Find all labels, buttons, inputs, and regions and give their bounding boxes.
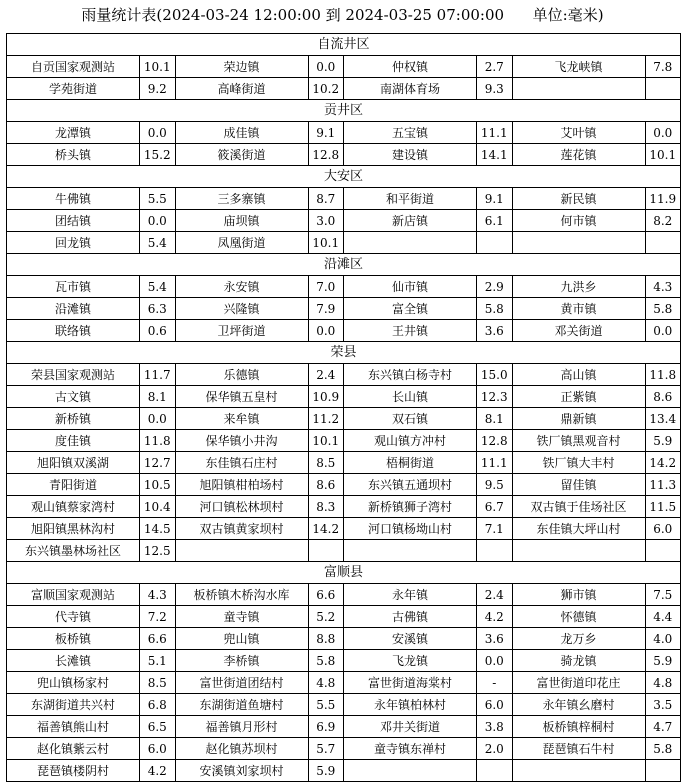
station-row: [7, 452, 681, 474]
station-name-cell: 新桥镇: [7, 408, 140, 430]
rainfall-value-cell: 15.0: [477, 364, 513, 386]
rainfall-value-cell: 7.5: [645, 584, 681, 606]
station-name-cell: 王井镇: [344, 320, 477, 342]
station-name-cell: 琵琶镇石牛村: [512, 738, 645, 760]
rainfall-value-cell: 5.8: [645, 738, 681, 760]
station-name-cell: 福善镇月形村: [175, 716, 308, 738]
station-name-cell: 东湖街道鱼塘村: [175, 694, 308, 716]
station-row: [7, 408, 681, 430]
rainfall-value-cell: 2.4: [477, 584, 513, 606]
station-name-cell: 高峰街道: [175, 78, 308, 100]
station-name-cell: 富顺国家观测站: [7, 584, 140, 606]
rainfall-value-cell: 4.3: [140, 584, 176, 606]
rainfall-value-cell: 6.7: [477, 496, 513, 518]
rainfall-value-cell: 5.9: [308, 760, 344, 782]
rainfall-value-cell: 5.4: [140, 276, 176, 298]
station-name-cell: 旭阳镇双溪湖: [7, 452, 140, 474]
station-row: [7, 188, 681, 210]
station-name-cell: 建设镇: [344, 144, 477, 166]
station-name-cell: 团结镇: [7, 210, 140, 232]
rainfall-value-cell: 8.3: [308, 496, 344, 518]
station-row: [7, 78, 681, 100]
rainfall-value-cell: 7.9: [308, 298, 344, 320]
rainfall-value-cell: 5.2: [308, 606, 344, 628]
station-name-cell: 童寺镇东禅村: [344, 738, 477, 760]
station-name-cell: 联络镇: [7, 320, 140, 342]
rainfall-table: [6, 33, 681, 782]
rainfall-value-cell: 8.1: [140, 386, 176, 408]
section-header-row: [7, 100, 681, 122]
section-header-row: [7, 166, 681, 188]
station-name-cell: 永年镇: [344, 584, 477, 606]
rainfall-value-cell: 0.0: [645, 122, 681, 144]
station-row: [7, 518, 681, 540]
station-name-cell: 五宝镇: [344, 122, 477, 144]
station-name-cell: 怀德镇: [512, 606, 645, 628]
rainfall-value-cell: 7.0: [308, 276, 344, 298]
rainfall-value-cell: 12.8: [477, 430, 513, 452]
rainfall-value-cell: 6.1: [477, 210, 513, 232]
station-name-cell: 自贡国家观测站: [7, 56, 140, 78]
station-name-cell: 赵化镇紫云村: [7, 738, 140, 760]
rainfall-value-cell: 6.0: [645, 518, 681, 540]
station-row: [7, 650, 681, 672]
rainfall-value-cell: [645, 78, 681, 100]
rainfall-value-cell: 12.3: [477, 386, 513, 408]
station-name-cell: 双石镇: [344, 408, 477, 430]
rainfall-value-cell: 11.9: [645, 188, 681, 210]
rainfall-value-cell: 11.2: [308, 408, 344, 430]
station-name-cell: 兴隆镇: [175, 298, 308, 320]
station-row: [7, 298, 681, 320]
station-name-cell: 南湖体育场: [344, 78, 477, 100]
rainfall-value-cell: 5.5: [308, 694, 344, 716]
station-name-cell: 筱溪街道: [175, 144, 308, 166]
station-row: [7, 144, 681, 166]
rainfall-value-cell: 4.4: [645, 606, 681, 628]
station-name-cell: 铁厂镇黑观音村: [512, 430, 645, 452]
rainfall-value-cell: 11.8: [140, 430, 176, 452]
station-name-cell: 富全镇: [344, 298, 477, 320]
rainfall-value-cell: 14.2: [645, 452, 681, 474]
station-row: [7, 694, 681, 716]
rainfall-value-cell: 3.6: [477, 320, 513, 342]
station-name-cell: 邓关街道: [512, 320, 645, 342]
station-name-cell: 永年镇柏林村: [344, 694, 477, 716]
rainfall-value-cell: 8.5: [308, 452, 344, 474]
rainfall-value-cell: 3.5: [645, 694, 681, 716]
station-name-cell: 度佳镇: [7, 430, 140, 452]
station-row: [7, 320, 681, 342]
rainfall-value-cell: 3.6: [477, 628, 513, 650]
station-name-cell: 桥头镇: [7, 144, 140, 166]
section-header-row: [7, 562, 681, 584]
station-name-cell: 旭阳镇黑林沟村: [7, 518, 140, 540]
station-row: [7, 474, 681, 496]
station-row: [7, 540, 681, 562]
rainfall-value-cell: 9.2: [140, 78, 176, 100]
station-name-cell: 庙坝镇: [175, 210, 308, 232]
rainfall-value-cell: 14.5: [140, 518, 176, 540]
station-name-cell: 莲花镇: [512, 144, 645, 166]
rainfall-value-cell: 11.8: [645, 364, 681, 386]
station-row: [7, 430, 681, 452]
rainfall-value-cell: 0.0: [477, 650, 513, 672]
rainfall-value-cell: [645, 540, 681, 562]
rainfall-value-cell: 10.1: [308, 232, 344, 254]
station-name-cell: 仙市镇: [344, 276, 477, 298]
rainfall-value-cell: 0.0: [308, 56, 344, 78]
rainfall-value-cell: 0.0: [140, 408, 176, 430]
rainfall-value-cell: 6.8: [140, 694, 176, 716]
station-name-cell: [512, 78, 645, 100]
station-name-cell: [512, 760, 645, 782]
station-name-cell: 观山镇蔡家湾村: [7, 496, 140, 518]
rainfall-value-cell: 8.2: [645, 210, 681, 232]
station-name-cell: 古佛镇: [344, 606, 477, 628]
station-name-cell: 骑龙镇: [512, 650, 645, 672]
rainfall-value-cell: 6.0: [477, 694, 513, 716]
rainfall-value-cell: 11.5: [645, 496, 681, 518]
station-row: [7, 122, 681, 144]
rainfall-value-cell: 8.8: [308, 628, 344, 650]
rainfall-value-cell: 10.4: [140, 496, 176, 518]
station-row: [7, 386, 681, 408]
station-row: [7, 628, 681, 650]
station-name-cell: 留佳镇: [512, 474, 645, 496]
station-name-cell: 新民镇: [512, 188, 645, 210]
station-name-cell: 回龙镇: [7, 232, 140, 254]
station-name-cell: 鼎新镇: [512, 408, 645, 430]
station-name-cell: 成佳镇: [175, 122, 308, 144]
station-name-cell: 牛佛镇: [7, 188, 140, 210]
rainfall-value-cell: 5.9: [645, 430, 681, 452]
station-row: [7, 672, 681, 694]
rainfall-value-cell: 5.9: [645, 650, 681, 672]
rainfall-value-cell: 4.0: [645, 628, 681, 650]
rainfall-value-cell: 6.3: [140, 298, 176, 320]
station-name-cell: 保华镇小井沟: [175, 430, 308, 452]
section-name: 大安区: [7, 166, 681, 188]
station-name-cell: 龙万乡: [512, 628, 645, 650]
station-name-cell: 狮市镇: [512, 584, 645, 606]
section-name: 贡井区: [7, 100, 681, 122]
rainfall-value-cell: 11.1: [477, 452, 513, 474]
rainfall-value-cell: 12.5: [140, 540, 176, 562]
station-name-cell: 凤凰街道: [175, 232, 308, 254]
station-row: [7, 496, 681, 518]
station-name-cell: [344, 760, 477, 782]
rainfall-value-cell: 7.8: [645, 56, 681, 78]
rainfall-value-cell: 11.3: [645, 474, 681, 496]
rainfall-value-cell: 11.7: [140, 364, 176, 386]
rainfall-value-cell: 6.0: [140, 738, 176, 760]
section-name: 自流井区: [7, 34, 681, 56]
station-name-cell: 河口镇杨坳山村: [344, 518, 477, 540]
station-name-cell: 代寺镇: [7, 606, 140, 628]
station-name-cell: 仲权镇: [344, 56, 477, 78]
station-name-cell: 福善镇熊山村: [7, 716, 140, 738]
rainfall-value-cell: 9.1: [477, 188, 513, 210]
station-name-cell: 东兴镇五通坝村: [344, 474, 477, 496]
rainfall-value-cell: 2.4: [308, 364, 344, 386]
rainfall-value-cell: 4.7: [645, 716, 681, 738]
station-row: [7, 364, 681, 386]
station-name-cell: 双古镇黄家坝村: [175, 518, 308, 540]
station-name-cell: 赵化镇苏坝村: [175, 738, 308, 760]
station-name-cell: 九洪乡: [512, 276, 645, 298]
station-name-cell: 何市镇: [512, 210, 645, 232]
station-name-cell: 三多寨镇: [175, 188, 308, 210]
station-name-cell: 瓦市镇: [7, 276, 140, 298]
station-name-cell: 长山镇: [344, 386, 477, 408]
station-name-cell: 东佳镇大坪山村: [512, 518, 645, 540]
rainfall-value-cell: 8.7: [308, 188, 344, 210]
rainfall-value-cell: 8.6: [308, 474, 344, 496]
station-row: [7, 584, 681, 606]
station-name-cell: 旭阳镇柑柏场村: [175, 474, 308, 496]
rainfall-value-cell: 7.1: [477, 518, 513, 540]
rainfall-value-cell: [308, 540, 344, 562]
section-name: 沿滩区: [7, 254, 681, 276]
section-name: 富顺县: [7, 562, 681, 584]
rainfall-value-cell: 0.0: [140, 210, 176, 232]
rainfall-value-cell: 6.6: [308, 584, 344, 606]
station-name-cell: 板桥镇梓桐村: [512, 716, 645, 738]
station-row: [7, 210, 681, 232]
rainfall-value-cell: 2.0: [477, 738, 513, 760]
rainfall-value-cell: 5.7: [308, 738, 344, 760]
station-name-cell: 童寺镇: [175, 606, 308, 628]
rainfall-value-cell: 15.2: [140, 144, 176, 166]
rainfall-value-cell: 0.0: [140, 122, 176, 144]
station-name-cell: 高山镇: [512, 364, 645, 386]
station-name-cell: 和平街道: [344, 188, 477, 210]
page-title: 雨量统计表(2024-03-24 12:00:00 到 2024-03-25 07:00:00 单位:毫米): [81, 6, 604, 24]
rainfall-value-cell: 10.1: [645, 144, 681, 166]
rainfall-value-cell: 9.1: [308, 122, 344, 144]
rainfall-value-cell: 4.8: [645, 672, 681, 694]
rainfall-value-cell: 0.0: [645, 320, 681, 342]
rainfall-value-cell: 10.2: [308, 78, 344, 100]
rainfall-value-cell: 5.8: [477, 298, 513, 320]
station-row: [7, 738, 681, 760]
station-name-cell: 安溪镇: [344, 628, 477, 650]
station-name-cell: 黄市镇: [512, 298, 645, 320]
rainfall-value-cell: 9.3: [477, 78, 513, 100]
rainfall-value-cell: -: [477, 672, 513, 694]
station-name-cell: 富世街道印花庄: [512, 672, 645, 694]
station-name-cell: 铁厂镇大丰村: [512, 452, 645, 474]
rainfall-value-cell: 6.9: [308, 716, 344, 738]
rainfall-value-cell: 4.2: [140, 760, 176, 782]
station-name-cell: 梧桐街道: [344, 452, 477, 474]
rainfall-value-cell: 0.6: [140, 320, 176, 342]
station-name-cell: 东兴镇白杨寺村: [344, 364, 477, 386]
station-name-cell: 古文镇: [7, 386, 140, 408]
station-row: [7, 716, 681, 738]
station-name-cell: 龙潭镇: [7, 122, 140, 144]
rainfall-value-cell: 14.2: [308, 518, 344, 540]
rainfall-value-cell: 4.8: [308, 672, 344, 694]
station-name-cell: 安溪镇刘家坝村: [175, 760, 308, 782]
station-name-cell: 飞龙峡镇: [512, 56, 645, 78]
rainfall-value-cell: 10.1: [140, 56, 176, 78]
station-name-cell: 飞龙镇: [344, 650, 477, 672]
section-header-row: [7, 34, 681, 56]
station-name-cell: [175, 540, 308, 562]
station-name-cell: 富世街道团结村: [175, 672, 308, 694]
station-name-cell: 荣边镇: [175, 56, 308, 78]
station-name-cell: [344, 540, 477, 562]
rainfall-value-cell: 10.5: [140, 474, 176, 496]
rainfall-value-cell: 12.8: [308, 144, 344, 166]
rainfall-value-cell: 10.1: [308, 430, 344, 452]
station-name-cell: 新桥镇狮子湾村: [344, 496, 477, 518]
station-name-cell: 卫坪街道: [175, 320, 308, 342]
station-name-cell: [512, 540, 645, 562]
rainfall-value-cell: [477, 232, 513, 254]
station-name-cell: 荣县国家观测站: [7, 364, 140, 386]
station-name-cell: 来牟镇: [175, 408, 308, 430]
section-header-row: [7, 254, 681, 276]
rainfall-value-cell: 8.5: [140, 672, 176, 694]
station-name-cell: 艾叶镇: [512, 122, 645, 144]
station-name-cell: 琵琶镇楼阴村: [7, 760, 140, 782]
rainfall-value-cell: 5.5: [140, 188, 176, 210]
station-name-cell: 保华镇五皇村: [175, 386, 308, 408]
station-name-cell: 富世街道海棠村: [344, 672, 477, 694]
station-row: [7, 606, 681, 628]
station-name-cell: 东兴镇墨林场社区: [7, 540, 140, 562]
rainfall-value-cell: 11.1: [477, 122, 513, 144]
station-name-cell: [344, 232, 477, 254]
station-name-cell: 永年镇幺磨村: [512, 694, 645, 716]
station-name-cell: 板桥镇: [7, 628, 140, 650]
station-name-cell: 李桥镇: [175, 650, 308, 672]
rainfall-value-cell: 14.1: [477, 144, 513, 166]
rainfall-value-cell: [477, 760, 513, 782]
rainfall-value-cell: 3.8: [477, 716, 513, 738]
station-row: [7, 232, 681, 254]
rainfall-value-cell: 13.4: [645, 408, 681, 430]
section-header-row: [7, 342, 681, 364]
station-name-cell: 观山镇方冲村: [344, 430, 477, 452]
rainfall-value-cell: [645, 760, 681, 782]
rainfall-value-cell: 12.7: [140, 452, 176, 474]
station-name-cell: 青阳街道: [7, 474, 140, 496]
rainfall-value-cell: 6.5: [140, 716, 176, 738]
rainfall-value-cell: 4.2: [477, 606, 513, 628]
rainfall-value-cell: 2.7: [477, 56, 513, 78]
station-name-cell: [512, 232, 645, 254]
rainfall-value-cell: [645, 232, 681, 254]
section-name: 荣县: [7, 342, 681, 364]
rainfall-value-cell: 5.4: [140, 232, 176, 254]
station-name-cell: 正紫镇: [512, 386, 645, 408]
rainfall-value-cell: 3.0: [308, 210, 344, 232]
rainfall-value-cell: 5.8: [308, 650, 344, 672]
station-name-cell: 兜山镇: [175, 628, 308, 650]
station-name-cell: 东佳镇石庄村: [175, 452, 308, 474]
rainfall-value-cell: 5.1: [140, 650, 176, 672]
station-row: [7, 276, 681, 298]
station-name-cell: 新店镇: [344, 210, 477, 232]
rainfall-value-cell: 0.0: [308, 320, 344, 342]
station-row: [7, 760, 681, 782]
station-name-cell: 河口镇松林坝村: [175, 496, 308, 518]
station-name-cell: 沿滩镇: [7, 298, 140, 320]
station-name-cell: 兜山镇杨家村: [7, 672, 140, 694]
station-name-cell: 板桥镇木桥沟水库: [175, 584, 308, 606]
rainfall-value-cell: 8.1: [477, 408, 513, 430]
station-name-cell: 双古镇于佳场社区: [512, 496, 645, 518]
station-name-cell: 学苑街道: [7, 78, 140, 100]
station-name-cell: 乐德镇: [175, 364, 308, 386]
rainfall-value-cell: 2.9: [477, 276, 513, 298]
rainfall-value-cell: 5.8: [645, 298, 681, 320]
station-name-cell: 邓井关街道: [344, 716, 477, 738]
rainfall-value-cell: 6.6: [140, 628, 176, 650]
rainfall-value-cell: [477, 540, 513, 562]
station-name-cell: 长滩镇: [7, 650, 140, 672]
rainfall-value-cell: 8.6: [645, 386, 681, 408]
station-row: [7, 56, 681, 78]
rainfall-value-cell: 10.9: [308, 386, 344, 408]
rainfall-value-cell: 9.5: [477, 474, 513, 496]
station-name-cell: 永安镇: [175, 276, 308, 298]
rainfall-value-cell: 7.2: [140, 606, 176, 628]
station-name-cell: 东湖街道共兴村: [7, 694, 140, 716]
rainfall-value-cell: 4.3: [645, 276, 681, 298]
